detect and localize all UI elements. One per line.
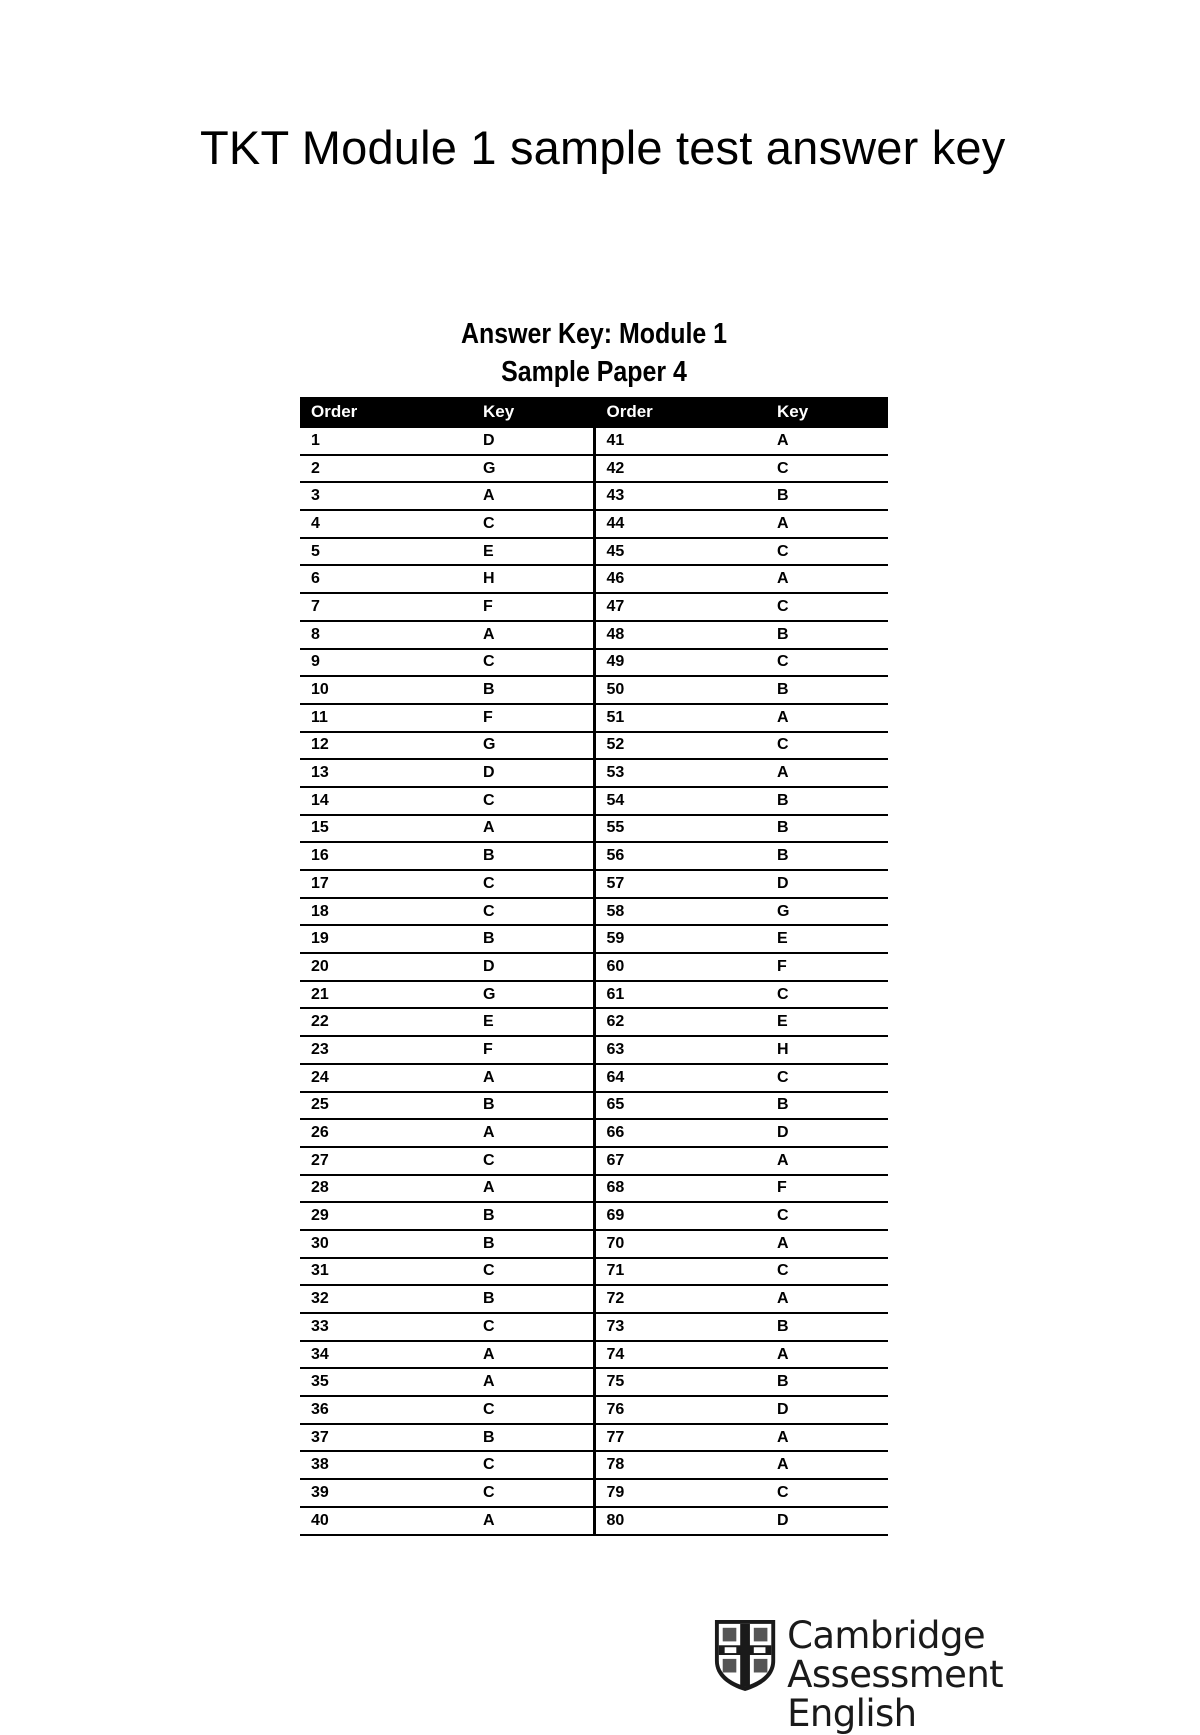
order-cell: 49	[594, 649, 766, 677]
table-row	[300, 1008, 888, 1036]
key-cell: A	[766, 427, 888, 455]
key-cell: C	[766, 1258, 888, 1286]
key-cell: A	[472, 1507, 594, 1535]
key-cell: D	[766, 1396, 888, 1424]
key-cell: C	[472, 787, 594, 815]
table-row	[300, 1424, 888, 1452]
order-cell: 5	[300, 538, 472, 566]
key-cell: C	[766, 538, 888, 566]
table-row	[300, 732, 888, 760]
table-row	[300, 925, 888, 953]
key-cell: C	[766, 1202, 888, 1230]
order-cell: 25	[300, 1092, 472, 1120]
table-row	[300, 676, 888, 704]
key-cell: F	[472, 704, 594, 732]
order-cell: 39	[300, 1479, 472, 1507]
key-cell: B	[766, 676, 888, 704]
cambridge-shield-icon	[713, 1617, 777, 1693]
key-cell: A	[472, 1064, 594, 1092]
table-row	[300, 898, 888, 926]
order-cell: 62	[594, 1008, 766, 1036]
key-cell: A	[472, 1368, 594, 1396]
order-cell: 80	[594, 1507, 766, 1535]
table-row	[300, 1341, 888, 1369]
logo-text-line1: Cambridge Assessment	[787, 1614, 1004, 1696]
order-cell: 4	[300, 510, 472, 538]
key-cell: D	[472, 759, 594, 787]
table-row	[300, 482, 888, 510]
order-cell: 51	[594, 704, 766, 732]
order-cell: 18	[300, 898, 472, 926]
table-row	[300, 1285, 888, 1313]
column-header-order: Order	[300, 397, 472, 427]
table-row	[300, 1147, 888, 1175]
table-row	[300, 1313, 888, 1341]
key-cell: A	[766, 565, 888, 593]
table-row	[300, 870, 888, 898]
table-row	[300, 1036, 888, 1064]
key-cell: A	[472, 482, 594, 510]
order-cell: 9	[300, 649, 472, 677]
key-cell: C	[766, 649, 888, 677]
table-row	[300, 1368, 888, 1396]
order-cell: 79	[594, 1479, 766, 1507]
order-cell: 50	[594, 676, 766, 704]
order-cell: 32	[300, 1285, 472, 1313]
table-row	[300, 649, 888, 677]
order-cell: 72	[594, 1285, 766, 1313]
order-cell: 77	[594, 1424, 766, 1452]
key-cell: C	[472, 1147, 594, 1175]
order-cell: 57	[594, 870, 766, 898]
key-cell: G	[472, 981, 594, 1009]
key-cell: B	[766, 482, 888, 510]
column-header-key: Key	[472, 397, 594, 427]
order-cell: 30	[300, 1230, 472, 1258]
key-cell: D	[472, 427, 594, 455]
key-cell: C	[766, 981, 888, 1009]
table-row	[300, 1507, 888, 1535]
key-cell: F	[766, 953, 888, 981]
order-cell: 6	[300, 565, 472, 593]
key-cell: H	[766, 1036, 888, 1064]
order-cell: 44	[594, 510, 766, 538]
order-cell: 28	[300, 1175, 472, 1203]
order-cell: 40	[300, 1507, 472, 1535]
key-cell: C	[766, 455, 888, 483]
table-row	[300, 953, 888, 981]
key-cell: A	[766, 1451, 888, 1479]
key-cell: A	[766, 510, 888, 538]
key-cell: A	[766, 1424, 888, 1452]
order-cell: 20	[300, 953, 472, 981]
key-cell: E	[766, 1008, 888, 1036]
order-cell: 45	[594, 538, 766, 566]
order-cell: 3	[300, 482, 472, 510]
key-cell: A	[766, 1341, 888, 1369]
key-cell: B	[472, 925, 594, 953]
order-cell: 74	[594, 1341, 766, 1369]
order-cell: 29	[300, 1202, 472, 1230]
table-row	[300, 455, 888, 483]
order-cell: 33	[300, 1313, 472, 1341]
key-cell: C	[472, 1451, 594, 1479]
order-cell: 8	[300, 621, 472, 649]
order-cell: 2	[300, 455, 472, 483]
table-row	[300, 1479, 888, 1507]
order-cell: 15	[300, 815, 472, 843]
key-cell: C	[472, 1396, 594, 1424]
order-cell: 13	[300, 759, 472, 787]
order-cell: 42	[594, 455, 766, 483]
key-cell: A	[472, 1119, 594, 1147]
order-cell: 56	[594, 842, 766, 870]
table-row	[300, 759, 888, 787]
key-cell: D	[472, 953, 594, 981]
order-cell: 63	[594, 1036, 766, 1064]
key-cell: D	[766, 1507, 888, 1535]
key-cell: E	[766, 925, 888, 953]
sample-paper-heading: Sample Paper 4	[501, 356, 687, 388]
key-cell: B	[766, 842, 888, 870]
table-row	[300, 565, 888, 593]
order-cell: 58	[594, 898, 766, 926]
key-cell: F	[472, 593, 594, 621]
order-cell: 1	[300, 427, 472, 455]
key-cell: B	[472, 1424, 594, 1452]
table-row	[300, 1092, 888, 1120]
key-cell: C	[766, 1479, 888, 1507]
table-row	[300, 538, 888, 566]
order-cell: 65	[594, 1092, 766, 1120]
answer-rows	[300, 427, 888, 1535]
order-cell: 23	[300, 1036, 472, 1064]
key-cell: F	[472, 1036, 594, 1064]
order-cell: 24	[300, 1064, 472, 1092]
order-cell: 61	[594, 981, 766, 1009]
order-cell: 73	[594, 1313, 766, 1341]
table-row	[300, 1202, 888, 1230]
key-cell: C	[472, 1479, 594, 1507]
order-cell: 10	[300, 676, 472, 704]
key-cell: C	[472, 510, 594, 538]
order-cell: 78	[594, 1451, 766, 1479]
order-cell: 17	[300, 870, 472, 898]
key-cell: D	[766, 1119, 888, 1147]
order-cell: 69	[594, 1202, 766, 1230]
key-cell: C	[472, 870, 594, 898]
key-cell: B	[766, 1368, 888, 1396]
key-cell: G	[472, 455, 594, 483]
order-cell: 14	[300, 787, 472, 815]
key-cell: H	[472, 565, 594, 593]
order-cell: 68	[594, 1175, 766, 1203]
key-cell: B	[766, 621, 888, 649]
table-row	[300, 787, 888, 815]
key-cell: A	[472, 621, 594, 649]
key-cell: C	[472, 898, 594, 926]
key-cell: B	[472, 676, 594, 704]
order-cell: 16	[300, 842, 472, 870]
key-cell: C	[472, 1313, 594, 1341]
order-cell: 27	[300, 1147, 472, 1175]
key-cell: B	[472, 842, 594, 870]
order-cell: 54	[594, 787, 766, 815]
table-row	[300, 1064, 888, 1092]
order-cell: 37	[300, 1424, 472, 1452]
table-row	[300, 593, 888, 621]
key-cell: B	[472, 1202, 594, 1230]
order-cell: 55	[594, 815, 766, 843]
key-cell: A	[766, 1230, 888, 1258]
key-cell: G	[766, 898, 888, 926]
order-cell: 71	[594, 1258, 766, 1286]
order-cell: 36	[300, 1396, 472, 1424]
order-cell: 48	[594, 621, 766, 649]
key-cell: B	[472, 1285, 594, 1313]
order-cell: 52	[594, 732, 766, 760]
order-cell: 64	[594, 1064, 766, 1092]
order-cell: 12	[300, 732, 472, 760]
table-row	[300, 510, 888, 538]
key-cell: C	[472, 1258, 594, 1286]
order-cell: 26	[300, 1119, 472, 1147]
key-cell: A	[472, 815, 594, 843]
table-row	[300, 427, 888, 455]
column-header-key: Key	[766, 397, 888, 427]
order-cell: 43	[594, 482, 766, 510]
table-row	[300, 1258, 888, 1286]
key-cell: B	[472, 1230, 594, 1258]
order-cell: 67	[594, 1147, 766, 1175]
order-cell: 66	[594, 1119, 766, 1147]
key-cell: C	[766, 1064, 888, 1092]
order-cell: 31	[300, 1258, 472, 1286]
key-cell: A	[766, 1285, 888, 1313]
table-row	[300, 1230, 888, 1258]
key-cell: B	[766, 1092, 888, 1120]
key-cell: G	[472, 732, 594, 760]
table-row	[300, 1451, 888, 1479]
order-cell: 60	[594, 953, 766, 981]
order-cell: 35	[300, 1368, 472, 1396]
key-cell: A	[472, 1175, 594, 1203]
key-cell: B	[766, 1313, 888, 1341]
order-cell: 19	[300, 925, 472, 953]
key-cell: E	[472, 538, 594, 566]
order-cell: 11	[300, 704, 472, 732]
table-row	[300, 704, 888, 732]
key-cell: A	[472, 1341, 594, 1369]
order-cell: 22	[300, 1008, 472, 1036]
column-header-order: Order	[594, 397, 766, 427]
table-row	[300, 981, 888, 1009]
order-cell: 47	[594, 593, 766, 621]
table-row	[300, 842, 888, 870]
order-cell: 21	[300, 981, 472, 1009]
key-cell: B	[766, 787, 888, 815]
order-cell: 46	[594, 565, 766, 593]
order-cell: 75	[594, 1368, 766, 1396]
key-cell: E	[472, 1008, 594, 1036]
order-cell: 76	[594, 1396, 766, 1424]
answer-key-table	[300, 397, 888, 1536]
table-row	[300, 1175, 888, 1203]
key-cell: C	[766, 593, 888, 621]
key-cell: A	[766, 704, 888, 732]
cambridge-assessment-logo	[713, 1614, 1200, 1735]
key-cell: C	[766, 732, 888, 760]
table-row	[300, 1396, 888, 1424]
key-cell: A	[766, 1147, 888, 1175]
key-cell: C	[472, 649, 594, 677]
order-cell: 41	[594, 427, 766, 455]
answer-key-heading: Answer Key: Module 1	[460, 318, 728, 350]
order-cell: 34	[300, 1341, 472, 1369]
key-cell: D	[766, 870, 888, 898]
order-cell: 7	[300, 593, 472, 621]
table-row	[300, 621, 888, 649]
order-cell: 70	[594, 1230, 766, 1258]
table-header-row	[300, 397, 888, 427]
key-cell: B	[472, 1092, 594, 1120]
key-cell: F	[766, 1175, 888, 1203]
order-cell: 53	[594, 759, 766, 787]
logo-text-line2: English	[787, 1691, 917, 1735]
order-cell: 59	[594, 925, 766, 953]
key-cell: A	[766, 759, 888, 787]
key-cell: B	[766, 815, 888, 843]
table-row	[300, 815, 888, 843]
table-row	[300, 1119, 888, 1147]
page-title: TKT Module 1 sample test answer key	[200, 121, 1006, 174]
order-cell: 38	[300, 1451, 472, 1479]
